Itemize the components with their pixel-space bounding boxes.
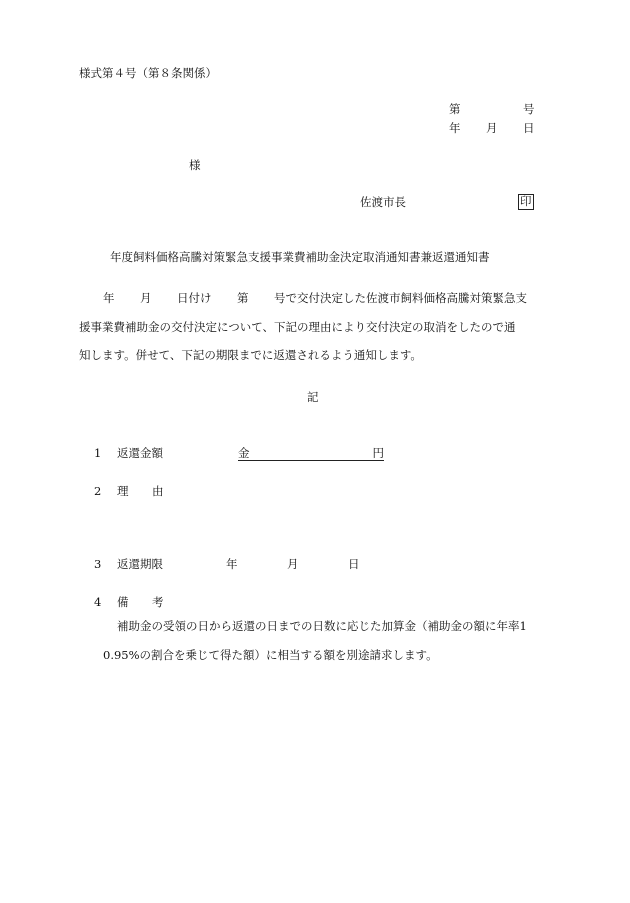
body-line3: 知します。併せて、下記の期限までに返還されるよう通知します。 <box>79 348 422 362</box>
doc-number-dai: 第 <box>449 102 461 116</box>
item2-label-a: 理 <box>117 484 129 498</box>
ki-heading: 記 <box>307 390 319 404</box>
seal-mark: 印 <box>520 194 532 208</box>
item1-number: 1 <box>94 446 102 460</box>
item1-yen: 円 <box>372 446 384 460</box>
item4-note-line1: 補助金の受領の日から返還の日までの日数に応じた加算金（補助金の額に年率1 <box>117 619 527 633</box>
item3-year: 年 <box>226 557 238 571</box>
item3-label: 返還期限 <box>117 557 163 571</box>
body-year: 年 <box>103 291 115 305</box>
item2-number: 2 <box>94 484 102 498</box>
body-line2: 援事業費補助金の交付決定について、下記の理由により交付決定の取消をしたので通 <box>79 320 516 334</box>
item4-note-line2: 0.95%の割合を乗じて得た額）に相当する額を別途請求します。 <box>103 648 438 662</box>
document-title: 年度飼料価格高騰対策緊急支援事業費補助金決定取消通知書兼返還通知書 <box>110 250 490 264</box>
item4-label-a: 備 <box>117 595 129 609</box>
item3-day: 日 <box>348 557 360 571</box>
body-dated: 日付け <box>177 291 212 305</box>
item2-label-b: 由 <box>152 484 164 498</box>
item1-label: 返還金額 <box>117 446 163 460</box>
body-line1-rest: 号で交付決定した佐渡市飼料価格高騰対策緊急支 <box>274 291 527 305</box>
item4-number: 4 <box>94 595 102 609</box>
item3-month: 月 <box>287 557 299 571</box>
body-dai: 第 <box>237 291 249 305</box>
date-day: 日 <box>523 121 535 135</box>
amount-line[interactable] <box>238 448 384 461</box>
issuer-name: 佐渡市長 <box>360 195 406 209</box>
item1-kin: 金 <box>238 446 250 460</box>
form-number: 様式第４号（第８条関係） <box>79 66 217 80</box>
item4-label-b: 考 <box>152 595 164 609</box>
date-year: 年 <box>449 121 461 135</box>
addressee-suffix: 様 <box>189 158 201 172</box>
date-month: 月 <box>486 121 498 135</box>
item3-number: 3 <box>94 557 102 571</box>
body-month: 月 <box>140 291 152 305</box>
doc-number-go: 号 <box>523 102 535 116</box>
